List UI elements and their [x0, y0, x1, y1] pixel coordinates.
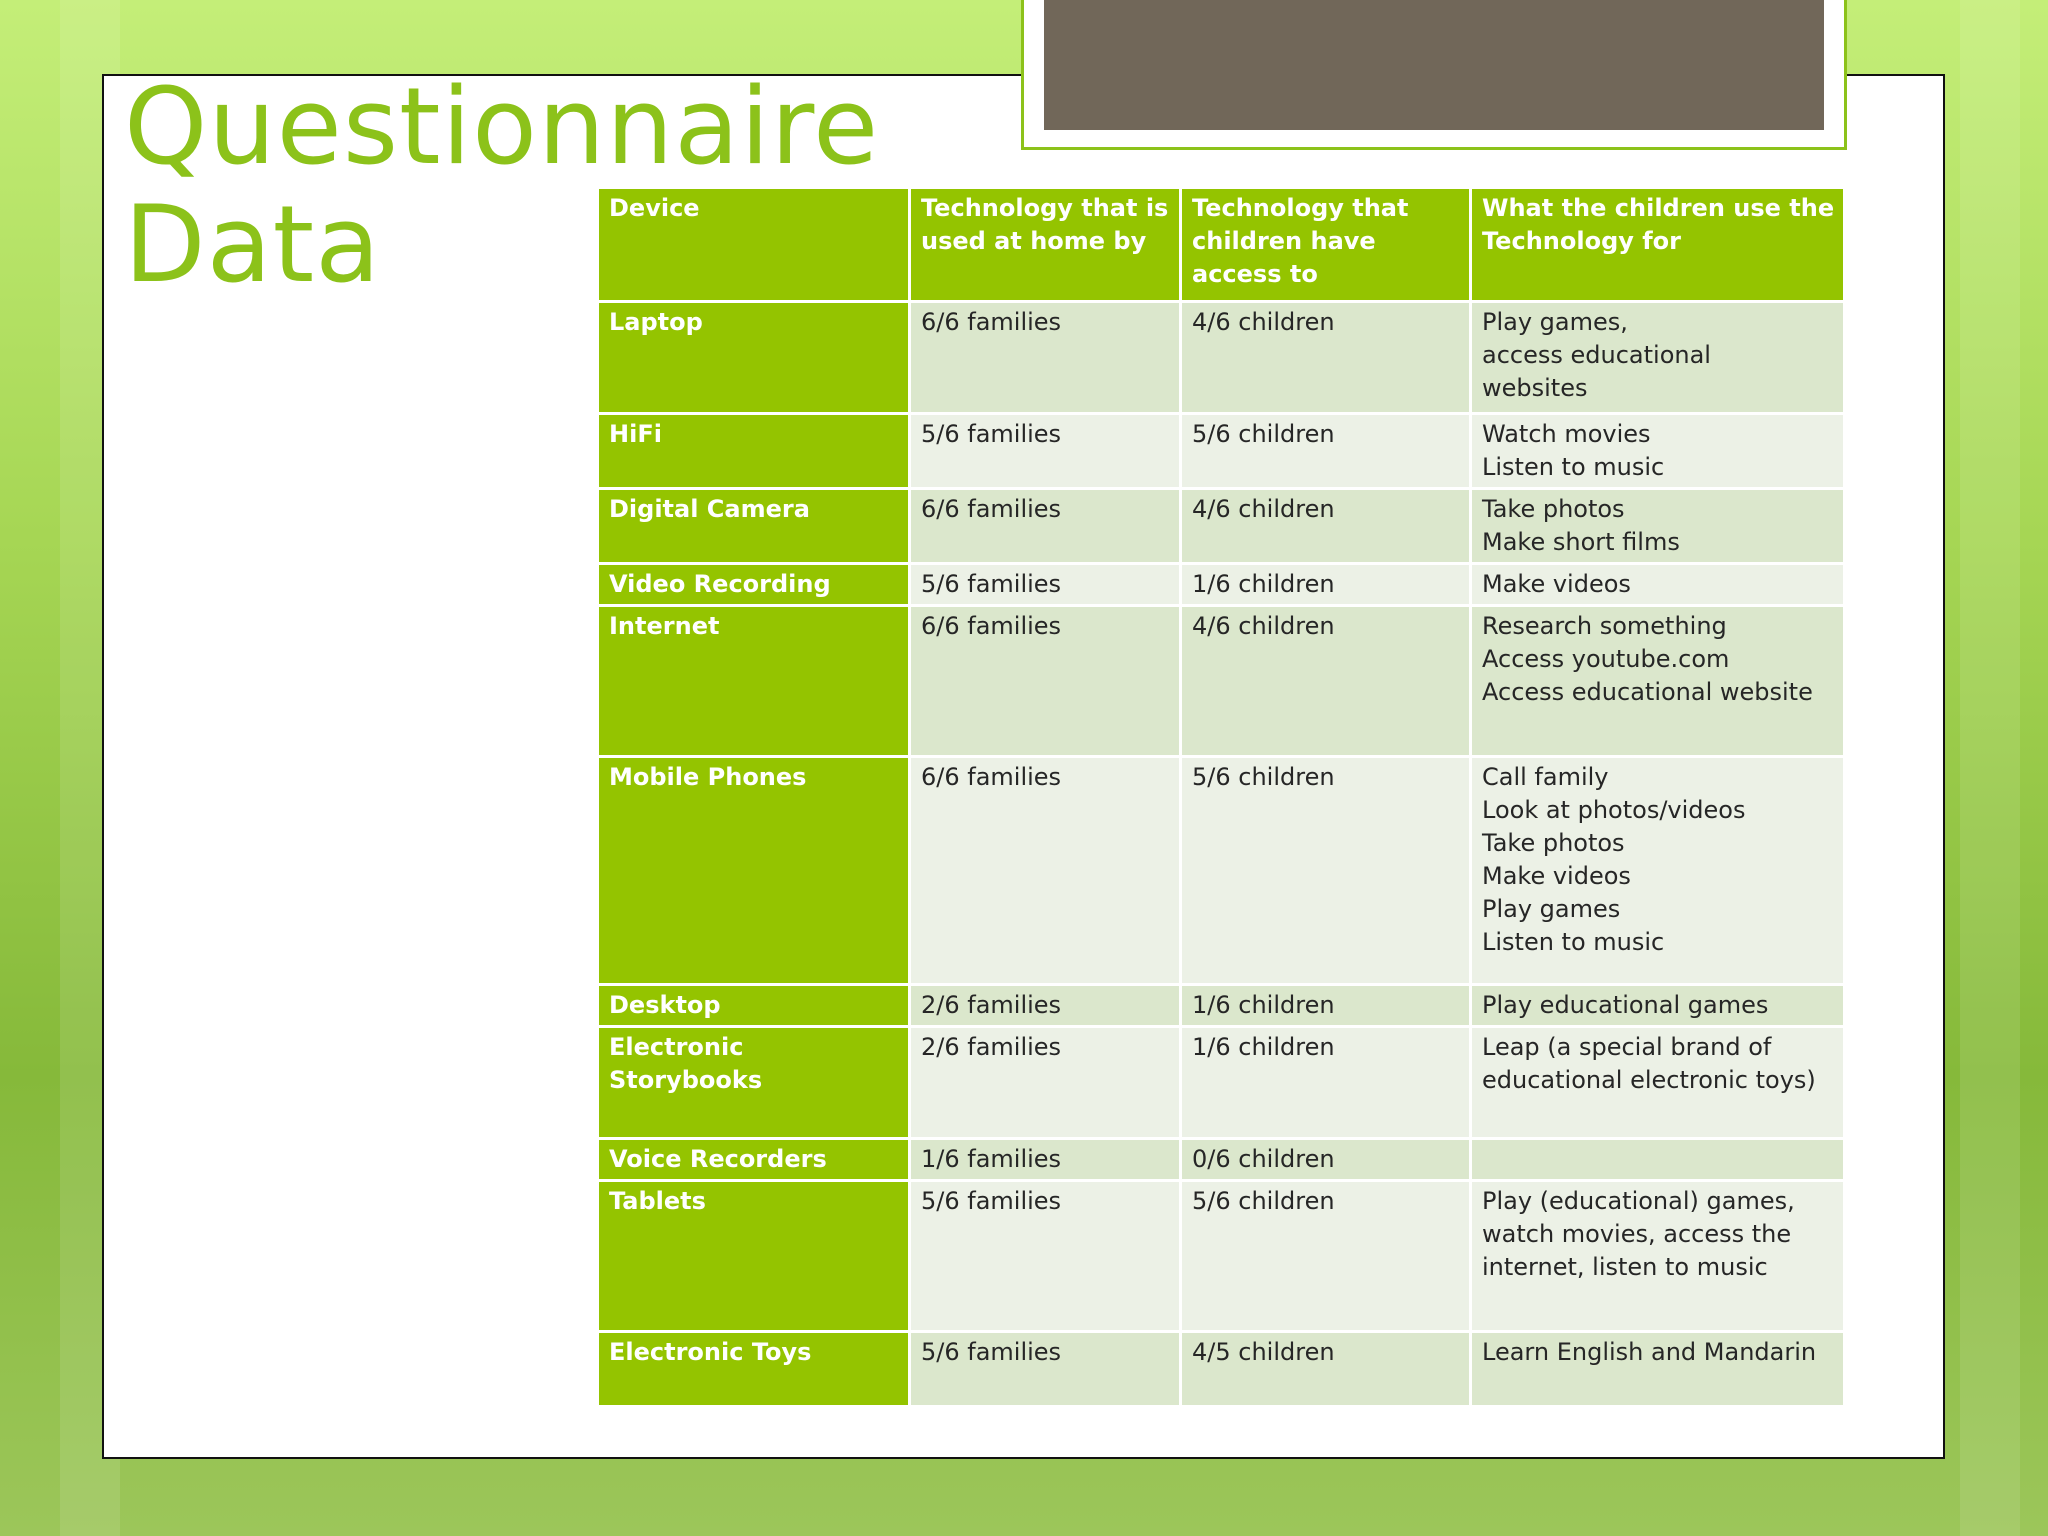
device-cell: Mobile Phones — [598, 757, 910, 985]
home-usage-cell: 1/6 families — [910, 1139, 1181, 1181]
children-access-cell: 1/6 children — [1181, 1027, 1471, 1139]
children-use-cell: Make videos — [1471, 564, 1845, 606]
children-access-cell: 1/6 children — [1181, 564, 1471, 606]
header-home-usage: Technology that is used at home by — [910, 188, 1181, 302]
children-access-cell: 5/6 children — [1181, 414, 1471, 489]
children-use-cell: Take photos Make short films — [1471, 489, 1845, 564]
header-device: Device — [598, 188, 910, 302]
home-usage-cell: 6/6 families — [910, 302, 1181, 414]
children-use-cell: Leap (a special brand of educational electronic toys) — [1471, 1027, 1845, 1139]
children-use-cell: Call family Look at photos/videos Take photos Make videos Play games Listen to music — [1471, 757, 1845, 985]
table-row — [598, 985, 1845, 1027]
home-usage-cell: 5/6 families — [910, 1332, 1181, 1407]
table-row — [598, 489, 1845, 564]
table-row — [598, 1027, 1845, 1139]
children-access-cell: 4/6 children — [1181, 606, 1471, 757]
home-usage-cell: 5/6 families — [910, 414, 1181, 489]
table-row — [598, 1139, 1845, 1181]
children-access-cell: 5/6 children — [1181, 757, 1471, 985]
table-row — [598, 757, 1845, 985]
table-header-row — [598, 188, 1845, 302]
children-use-cell: Play educational games — [1471, 985, 1845, 1027]
questionnaire-table — [596, 186, 1846, 1408]
photo-placeholder — [1044, 0, 1824, 130]
children-use-cell: Watch movies Listen to music — [1471, 414, 1845, 489]
home-usage-cell: 6/6 families — [910, 757, 1181, 985]
device-cell: Laptop — [598, 302, 910, 414]
children-use-cell: Play (educational) games, watch movies, access the internet, listen to music — [1471, 1181, 1845, 1332]
home-usage-cell: 2/6 families — [910, 1027, 1181, 1139]
children-access-cell: 1/6 children — [1181, 985, 1471, 1027]
device-cell: HiFi — [598, 414, 910, 489]
background-decoration — [1960, 0, 2020, 1536]
home-usage-cell: 5/6 families — [910, 1181, 1181, 1332]
table-row — [598, 414, 1845, 489]
table-row — [598, 564, 1845, 606]
device-cell: Tablets — [598, 1181, 910, 1332]
table-row — [598, 1181, 1845, 1332]
device-cell: Internet — [598, 606, 910, 757]
children-access-cell: 0/6 children — [1181, 1139, 1471, 1181]
table-row — [598, 606, 1845, 757]
photo-frame — [1021, 0, 1847, 150]
device-cell: Desktop — [598, 985, 910, 1027]
table-row — [598, 302, 1845, 414]
device-cell: Voice Recorders — [598, 1139, 910, 1181]
children-use-cell: Research something Access youtube.com Access educational website — [1471, 606, 1845, 757]
children-use-cell — [1471, 1139, 1845, 1181]
header-children-use: What the children use the Technology for — [1471, 188, 1845, 302]
device-cell: Electronic Storybooks — [598, 1027, 910, 1139]
children-access-cell: 5/6 children — [1181, 1181, 1471, 1332]
home-usage-cell: 6/6 families — [910, 489, 1181, 564]
home-usage-cell: 6/6 families — [910, 606, 1181, 757]
children-access-cell: 4/6 children — [1181, 489, 1471, 564]
children-use-cell: Play games, access educational websites — [1471, 302, 1845, 414]
table-row — [598, 1332, 1845, 1407]
device-cell: Electronic Toys — [598, 1332, 910, 1407]
header-children-access: Technology that children have access to — [1181, 188, 1471, 302]
children-access-cell: 4/5 children — [1181, 1332, 1471, 1407]
children-access-cell: 4/6 children — [1181, 302, 1471, 414]
children-use-cell: Learn English and Mandarin — [1471, 1332, 1845, 1407]
home-usage-cell: 2/6 families — [910, 985, 1181, 1027]
slide-title-line-2: Data — [124, 183, 382, 306]
slide-title-line-1: Questionnaire — [124, 65, 880, 188]
device-cell: Digital Camera — [598, 489, 910, 564]
home-usage-cell: 5/6 families — [910, 564, 1181, 606]
device-cell: Video Recording — [598, 564, 910, 606]
